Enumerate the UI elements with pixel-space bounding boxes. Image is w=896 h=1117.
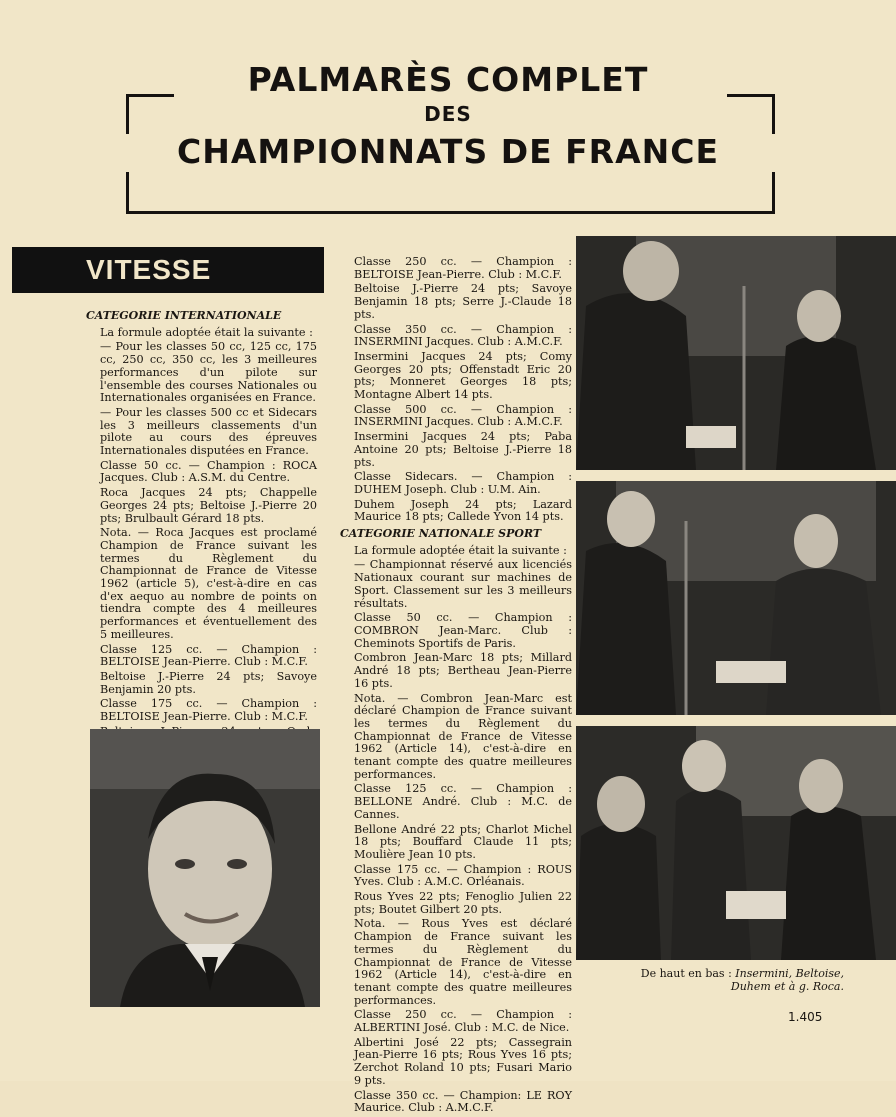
heading-categorie-nationale-sport: CATEGORIE NATIONALE SPORT [340, 527, 542, 541]
paragraph: Duhem Joseph 24 pts; Lazard Maurice 18 pts; Callede Yvon 14 pts. [354, 497, 572, 524]
paragraph: Classe 175 cc. — Champion : BELTOISE Jean-Pierre. Club : M.C.F. [100, 697, 317, 724]
paragraph: Classe 350 cc. — Champion : INSERMINI Jacques. Club : A.M.C.F. [354, 322, 572, 349]
section-banner-vitesse: VITESSE [12, 247, 324, 293]
paragraph: La formule adoptée était la suivante : [354, 543, 567, 557]
paragraph: Classe 175 cc. — Champion : ROUS Yves. Club : A.M.C. Orléanais. [354, 862, 572, 889]
paragraph: Beltoise J.-Pierre 24 pts; Savoye Benjamin 18 pts; Serre J.-Claude 18 pts. [354, 282, 572, 321]
paragraph: La formule adoptée était la suivante : [100, 325, 313, 339]
title-line-2: DES [424, 102, 472, 126]
paragraph: Nota. — Roca Jacques est proclamé Champion de France suivant les termes du Règlement du Championnat de France de Vitesse 1962 (article 5), c'est-à-dire en cas d'ex aequo au nombre de points on tiendra compte des 4 meilleures performances et éventuellement des 5 meilleures. [100, 526, 317, 641]
portrait-photo-roca [90, 729, 320, 1007]
photo-award-1 [576, 236, 896, 470]
paragraph: Nota. — Combron Jean-Marc est déclaré Champion de France suivant les termes du Règlement du Championnat de France de Vitesse 1962 (Article 14), c'est-à-dire en tenant compte des quatre meilleures performances. [354, 691, 572, 781]
paragraph: — Pour les classes 500 cc et Sidecars les 3 meilleurs classements d'un pilote au cours des épreuves Internationales disputées en France. [100, 405, 317, 458]
column-2 [340, 256, 572, 1117]
photo-caption [604, 967, 844, 993]
header-frame-bottom [126, 211, 775, 214]
caption-mid: et [774, 980, 786, 993]
caption-names: Insermini, Beltoise, Duhem [730, 967, 844, 993]
paragraph: Classe 250 cc. — Champion : ALBERTINI José. Club : M.C. de Nice. [354, 1008, 572, 1035]
column-1 [86, 300, 317, 779]
paragraph: Classe 125 cc. — Champion : BELLONE André. Club : M.C. de Cannes. [354, 782, 572, 821]
page-number: 1.405 [788, 1010, 823, 1024]
paragraph: — Championnat réservé aux licenciés Nationaux courant sur machines de Sport. Classement sur les 3 meilleurs résultats. [354, 558, 572, 610]
paragraph: Classe Sidecars. — Champion : DUHEM Joseph. Club : U.M. Ain. [354, 470, 572, 496]
paragraph: Beltoise J.-Pierre 24 pts; Savoye Benjamin 20 pts. [100, 669, 317, 696]
photo-award-3 [576, 726, 896, 960]
title-line-1: PALMARÈS COMPLET [247, 60, 649, 99]
paragraph: Insermini Jacques 24 pts; Paba Antoine 20 pts; Beltoise J.-Pierre 18 pts. [354, 430, 572, 469]
header-frame-left-bottom [126, 172, 129, 214]
header-frame-right-bottom [772, 172, 775, 214]
paragraph: — Pour les classes 50 cc, 125 cc, 175 cc, 250 cc, 350 cc, les 3 meilleures performances d'un pilote sur l'ensemble des courses Nationales ou Internationales organisées en France. [100, 340, 317, 405]
paragraph: Insermini Jacques 24 pts; Comy Georges 20 pts; Offenstadt Eric 20 pts; Monneret Georges 18 pts; Montagne Albert 14 pts. [354, 349, 572, 402]
caption-prefix: De haut en bas : [640, 967, 732, 980]
heading-categorie-internationale: CATEGORIE INTERNATIONALE [86, 309, 282, 322]
paragraph: Classe 125 cc. — Champion : BELTOISE Jean-Pierre. Club : M.C.F. [100, 642, 317, 669]
paragraph: Roca Jacques 24 pts; Chappelle Georges 24 pts; Beltoise J.-Pierre 20 pts; Brulbault Gérard 18 pts. [100, 486, 317, 525]
paragraph: Combron Jean-Marc 18 pts; Millard André 18 pts; Bertheau Jean-Pierre 16 pts. [354, 651, 572, 690]
paragraph: Classe 350 cc. — Champion: LE ROY Maurice. Club : A.M.C.F. [354, 1088, 572, 1115]
paragraph: Classe 50 cc. — Champion : COMBRON Jean-Marc. Club : Cheminots Sportifs de Paris. [354, 611, 572, 650]
paragraph: Classe 250 cc. — Champion : BELTOISE Jean-Pierre. Club : M.C.F. [354, 255, 572, 281]
paragraph: Classe 500 cc. — Champion : INSERMINI Jacques. Club : A.M.C.F. [354, 402, 572, 429]
paragraph: Rous Yves 22 pts; Fenoglio Julien 22 pts; Boutet Gilbert 20 pts. [354, 890, 572, 916]
paragraph: Nota. — Rous Yves est déclaré Champion de France suivant les termes du Règlement du Championnat de France de Vitesse 1962 (Article 14), c'est-à-dire en tenant compte des quatre meilleures performances. [354, 917, 572, 1007]
caption-tail: à g. Roca. [788, 980, 844, 993]
paragraph: Albertini José 22 pts; Cassegrain Jean-Pierre 16 pts; Rous Yves 16 pts; Zerchot Roland 10 pts; Fusari Mario 9 pts. [354, 1035, 572, 1087]
paragraph: Classe 50 cc. — Champion : ROCA Jacques. Club : A.S.M. du Centre. [100, 458, 317, 485]
paragraph: Bellone André 22 pts; Charlot Michel 18 pts; Bouffard Claude 11 pts; Moulière Jean 10 pts. [354, 822, 572, 861]
title-line-3: CHAMPIONNATS DE FRANCE [176, 132, 719, 171]
photo-award-2 [576, 481, 896, 715]
